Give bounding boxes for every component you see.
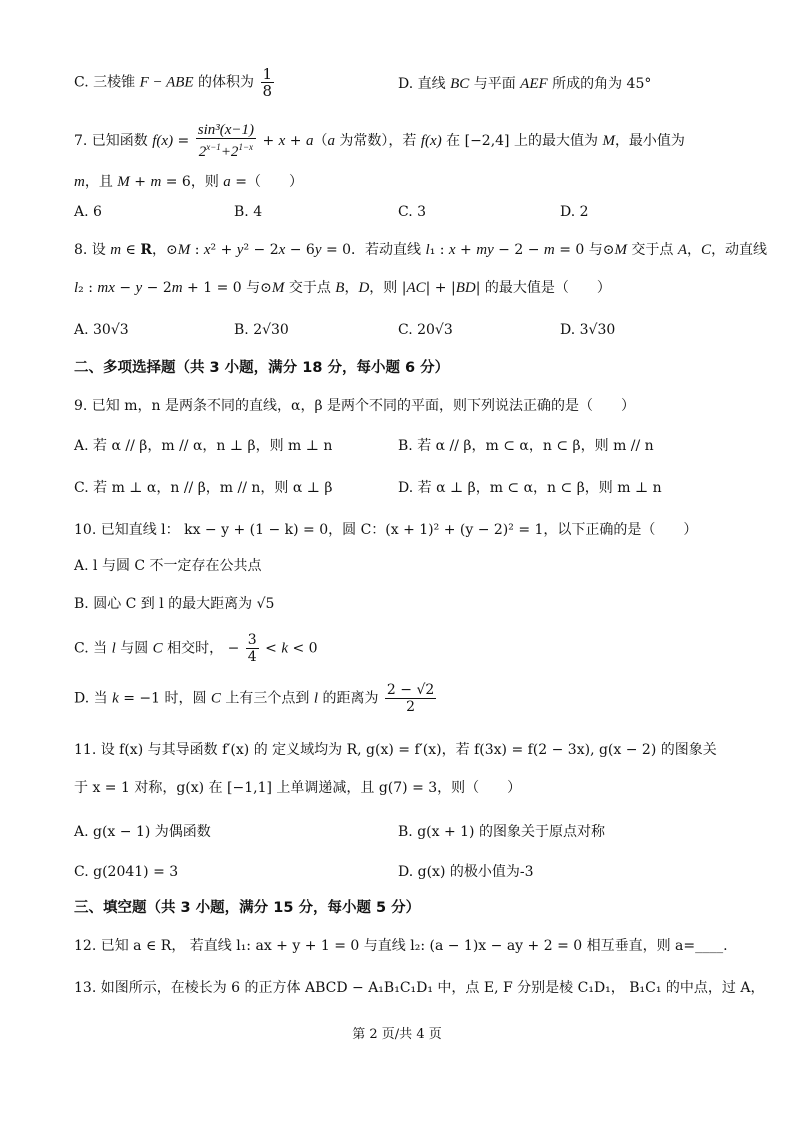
q9-option-b: B. 若 α // β，m ⊂ α，n ⊂ β，则 m // n xyxy=(398,438,654,454)
q11-option-b: B. g(x + 1) 的图象关于原点对称 xyxy=(398,824,605,840)
q6-option-d: D. 直线 BC 与平面 AEF 所成的角为 45° xyxy=(398,76,652,92)
q7-option-a: A. 6 xyxy=(74,204,102,220)
q12-stem: 12. 已知 a ∈ R， 若直线 l₁: ax + y + 1 = 0 与直线 l₂: (a − 1)x − ay + 2 = 0 相互垂直，则 a=____. xyxy=(74,938,728,954)
q9-stem: 9. 已知 m，n 是两条不同的直线，α，β 是两个不同的平面，则下列说法正确的是（ ） xyxy=(74,398,635,414)
q8-option-b: B. 2√30 xyxy=(234,322,289,338)
q9-option-d: D. 若 α ⊥ β，m ⊂ α，n ⊂ β，则 m ⊥ n xyxy=(398,480,662,496)
section-3-header: 三、填空题（共 3 小题，满分 15 分，每小题 5 分） xyxy=(74,900,421,916)
q7-stem-line1: 7. 已知函数 f(x) = $\frac{\text{sin³(x−1)}}{2^{x-1}+2^{1-x}}$ + x + a（a 为常数），若 f(x) 在 [−2,4] 上的最大值为 M，最小值为 xyxy=(74,122,685,160)
q7-option-d: D. 2 xyxy=(560,204,589,220)
q7-option-b: B. 4 xyxy=(234,204,263,220)
q11-stem-line1: 11. 设 f(x) 与其导函数 f′(x) 的 定义域均为 R, g(x) = f′(x)，若 f(3x) = f(2 − 3x), g(x − 2) 的图象关 xyxy=(74,742,717,758)
q13-stem: 13. 如图所示，在棱长为 6 的正方体 ABCD − A₁B₁C₁D₁ 中，点 E, F 分别是棱 C₁D₁， B₁C₁ 的中点，过 A， xyxy=(74,980,765,996)
q11-option-c: C. g(2041) = 3 xyxy=(74,864,179,880)
q10-option-a: A. l 与圆 C 不一定存在公共点 xyxy=(74,558,262,574)
q8-option-d: D. 3√30 xyxy=(560,322,616,338)
q9-option-c: C. 若 m ⊥ α，n // β，m // n，则 α ⊥ β xyxy=(74,480,333,496)
q11-stem-line2: 于 x = 1 对称，g(x) 在 [−1,1] 上单调递减，且 g(7) = 3，则（ ） xyxy=(74,780,522,796)
q10-option-b: B. 圆心 C 到 l 的最大距离为 √5 xyxy=(74,596,275,612)
page-footer: 第 2 页/共 4 页 xyxy=(352,1027,442,1042)
q8-option-a: A. 30√3 xyxy=(74,322,129,338)
q10-stem: 10. 已知直线 l： kx − y + (1 − k) = 0，圆 C：(x + 1)² + (y − 2)² = 1，以下正确的是（ ） xyxy=(74,522,698,538)
section-2-header: 二、多项选择题（共 3 小题，满分 18 分，每小题 6 分） xyxy=(74,360,450,376)
q7-option-c: C. 3 xyxy=(398,204,427,220)
q8-stem-line2: l₂ : mx − y − 2m + 1 = 0 与⊙M 交于点 B，D，则 |AC| + |BD| 的最大值是（ ） xyxy=(74,280,611,296)
q7-stem-line2: m，且 M + m = 6，则 a =（ ） xyxy=(74,174,303,190)
q10-option-c: C. 当 l 与圆 C 相交时， − $\frac{3}{4}$ < k < 0 xyxy=(74,632,318,665)
q8-option-c: C. 20√3 xyxy=(398,322,453,338)
q10-option-d: D. 当 k = −1 时，圆 C 上有三个点到 l 的距离为 $\frac{2 - √2}{2}$ xyxy=(74,682,435,715)
q8-stem-line1: 8. 设 m ∈ R，⊙M : x² + y² − 2x − 6y = 0．若动直线 l₁ : x + my − 2 − m = 0 与⊙M 交于点 A，C，动直线 xyxy=(74,242,768,258)
q6-option-c: C. 三棱锥 F − ABE 的体积为 $\frac{1}{8}$ xyxy=(74,65,273,100)
q11-option-a: A. g(x − 1) 为偶函数 xyxy=(74,824,211,840)
q11-option-d: D. g(x) 的极小值为-3 xyxy=(398,864,534,880)
q9-option-a: A. 若 α // β，m // α，n ⊥ β，则 m ⊥ n xyxy=(74,438,333,454)
